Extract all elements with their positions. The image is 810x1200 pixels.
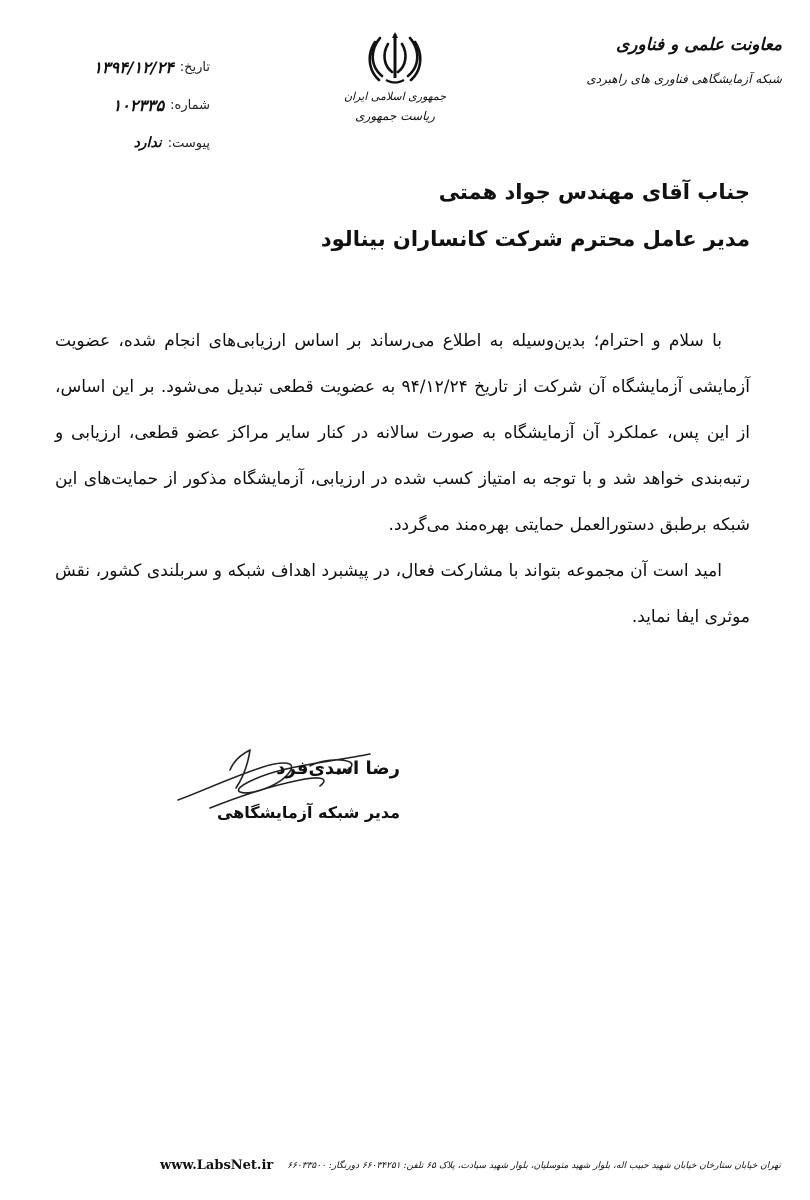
emblem-block	[330, 30, 460, 123]
signer-title: مدیر شبکه آزمایشگاهی	[216, 803, 400, 822]
addressee-name: جناب آقای مهندس جواد همتی	[438, 180, 750, 204]
letter-meta	[40, 48, 210, 162]
date-label: تاریخ:	[179, 59, 210, 75]
letter-body	[55, 318, 750, 640]
date-value: ۱۳۹۴/۱۲/۲۴	[93, 57, 174, 77]
emblem-caption-presidency: ریاست جمهوری	[355, 109, 435, 123]
number-label: شماره:	[170, 97, 210, 113]
attachment-value: ندارد	[133, 135, 162, 151]
footer-website: www.LabsNet.ir	[160, 1158, 274, 1173]
organization-title: معاونت علمی و فناوری	[615, 35, 782, 55]
organization-subtitle: شبکه آزمایشگاهی فناوری های راهبردی	[586, 72, 782, 86]
attachment-label: پیوست:	[167, 135, 210, 151]
attachment-row	[40, 124, 210, 162]
letter-footer	[160, 1158, 781, 1173]
addressee-position: مدیر عامل محترم شرکت کانساران بینالود	[320, 227, 750, 251]
number-row	[40, 86, 210, 124]
number-value: ۱۰۲۳۳۵	[112, 95, 165, 115]
signer-name: رضا اسدی‌فرد	[276, 758, 400, 779]
emblem-caption-republic: جمهوری اسلامی ایران	[343, 90, 447, 103]
body-paragraph-2: امید است آن مجموعه بتواند با مشارکت فعال، در پیشبرد اهداف شبکه و سربلندی کشور، نقش موثری ایفا نماید.	[55, 561, 750, 627]
body-paragraph-1: با سلام و احترام؛ بدین‌وسیله به اطلاع می‌رساند بر اساس ارزیابی‌های انجام شده، عضویت آزمایشی آزمایشگاه آن شرکت از تاریخ ۹۴/۱۲/۲۴ به عضویت قطعی تبدیل می‌شود. بر این اساس، از این پس، عملکرد آن آزمایشگاه به صورت سالانه در کنار سایر مراکز عضو قطعی، ارزیابی و رتبه‌بندی خواهد شد و با توجه به امتیاز کسب شده در ارزیابی، آزمایشگاه مذکور از حمایت‌های این شبکه برطبق دستورالعمل حمایتی بهره‌مند می‌گردد.	[55, 331, 750, 535]
organization-block	[532, 30, 782, 86]
iran-emblem-icon	[366, 30, 424, 86]
date-row	[40, 48, 210, 86]
footer-address: تهران خیابان ستارخان خیابان شهید حبیب اله، بلوار شهید متوسلیان، بلوار شهید سیادت، پلاک ۶۵ تلفن: ۶۶۰۳۴۲۵۱ دورنگار: ۶۶۰۳۳۵۰۰	[287, 1160, 781, 1171]
